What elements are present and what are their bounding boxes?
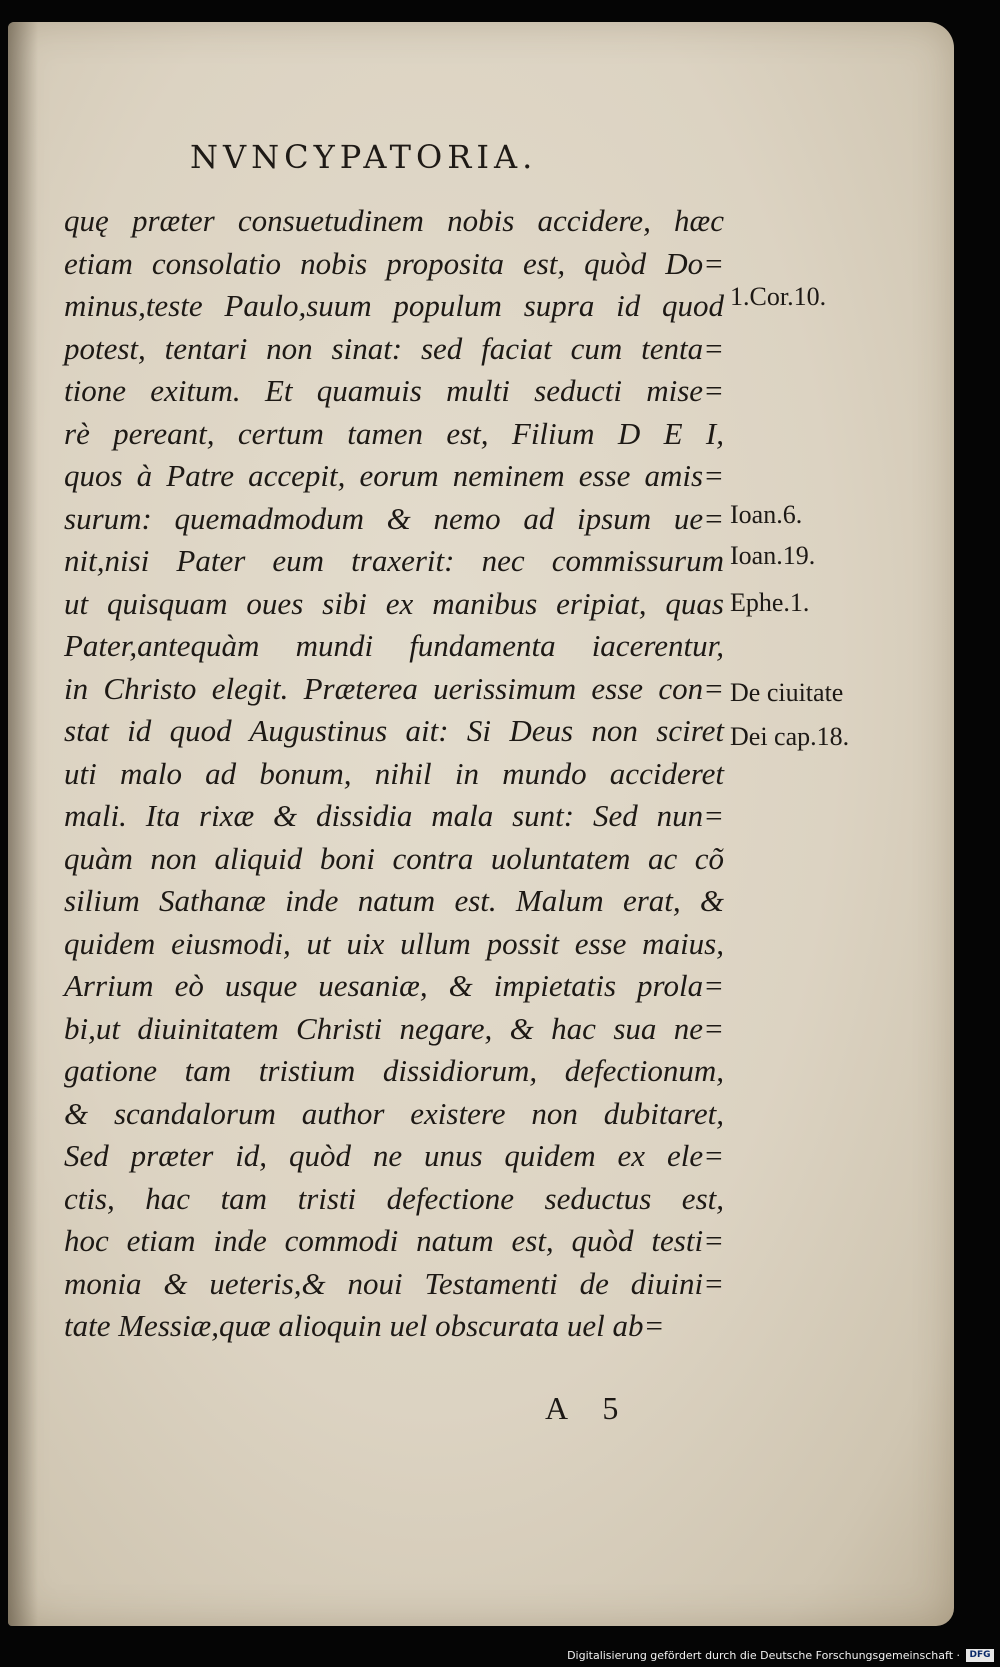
marginal-note-ephe1: Ephe.1. — [730, 588, 810, 617]
text-line-23: Sed præter id, quòd ne unus quidem ex ele= — [64, 1138, 724, 1173]
text-line-26: monia & ueteris,& noui Testamenti de diuini= — [64, 1265, 724, 1301]
marginal-note-dei-cap18: Dei cap.18. — [730, 722, 850, 751]
text-line-22: & scandalorum author existere non dubitaret, — [64, 1095, 724, 1131]
text-line-25: hoc etiam inde commodi natum est, quòd testi= — [64, 1223, 724, 1258]
text-line-4: potest, tentari non sinat: sed faciat cum tenta= — [64, 330, 724, 366]
text-line-14: uti malo ad bonum, nihil in mundo accideret — [64, 755, 724, 791]
text-line-6: rè pereant, certum tamen est, Filium D E I, — [64, 415, 724, 451]
page-gutter-shadow — [8, 22, 38, 1626]
marginal-note-ioan19: Ioan.19. — [730, 541, 816, 570]
text-line-12: in Christo elegit. Præterea uerissimum esse con= — [64, 670, 724, 706]
text-line-7: quos à Patre accepit, eorum neminem esse amis= — [64, 458, 724, 493]
text-line-18: quidem eiusmodi, ut uix ullum possit esse maius, — [64, 925, 724, 961]
text-line-13: stat id quod Augustinus ait: Si Deus non sciret — [64, 713, 724, 748]
text-line-9: nit,nisi Pater eum traxerit: nec commissurum — [64, 543, 724, 578]
marginal-note-ioan6: Ioan.6. — [730, 500, 803, 529]
text-line-1: quę præter consuetudinem nobis accidere, hæc — [64, 203, 724, 238]
marginal-note-de-ciuitate: De ciuitate — [730, 678, 844, 707]
text-line-2: etiam consolatio nobis proposita est, quòd Do= — [64, 245, 724, 281]
text-line-15: mali. Ita rixæ & dissidia mala sunt: Sed nun= — [64, 798, 724, 833]
text-line-10: ut quisquam oues sibi ex manibus eripiat, quas — [64, 585, 724, 621]
signature-mark: A 5 — [545, 1390, 633, 1426]
text-line-27: tate Messiæ,quæ alioquin uel obscurata uel ab= — [64, 1308, 665, 1343]
text-line-16: quàm non aliquid boni contra uoluntatem ac cõ — [64, 840, 724, 876]
text-line-19: Arrium eò usque uesaniæ, & impietatis prola= — [64, 968, 724, 1003]
text-line-8: surum: quemadmodum & nemo ad ipsum ue= — [64, 500, 724, 536]
text-line-11: Pater,antequàm mundi fundamenta iacerentur, — [64, 628, 724, 663]
text-line-3: minus,teste Paulo,suum populum supra id quod — [64, 288, 724, 323]
body-text — [64, 200, 724, 1348]
text-line-24: ctis, hac tam tristi defectione seductus est, — [64, 1180, 724, 1216]
text-line-21: gatione tam tristium dissidiorum, defectionum, — [64, 1053, 724, 1088]
dfg-logo: DFG — [966, 1649, 994, 1662]
text-line-5: tione exitum. Et quamuis multi seducti mise= — [64, 373, 724, 408]
text-line-20: bi,ut diuinitatem Christi negare, & hac sua ne= — [64, 1010, 724, 1046]
running-head: NVNCYPATORIA. — [190, 138, 538, 176]
marginal-note-1cor10: 1.Cor.10. — [730, 282, 827, 311]
text-line-17: silium Sathanæ inde natum est. Malum erat, & — [64, 883, 724, 918]
digitization-credit: Digitalisierung gefördert durch die Deutsche Forschungsgemeinschaft · — [567, 1649, 960, 1662]
